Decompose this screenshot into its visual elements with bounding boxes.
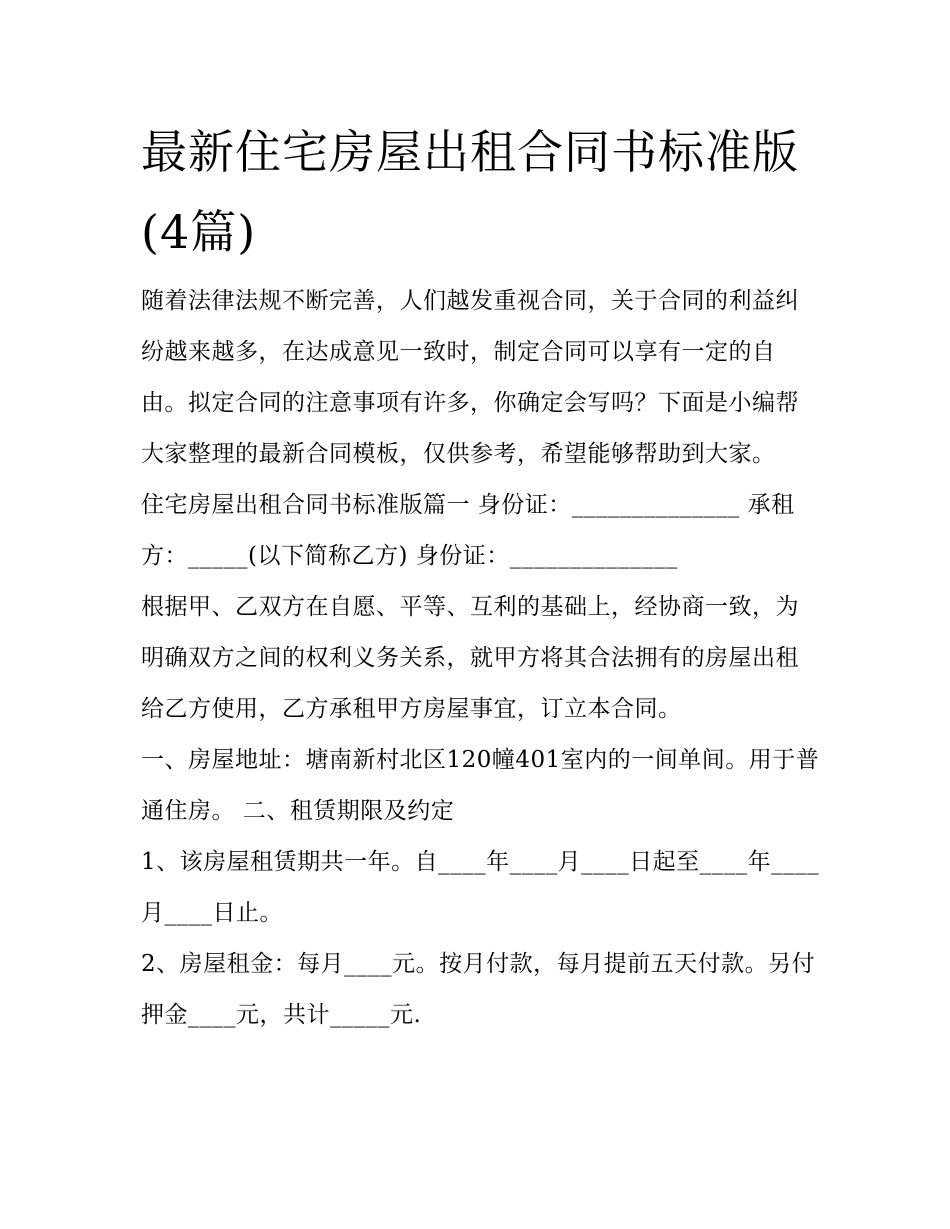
document-body bbox=[141, 276, 821, 1041]
document-title: 最新住宅房屋出租合同书标准版(4篇) bbox=[141, 125, 799, 259]
lease-term-paragraph: 1、该房屋租赁期共一年。自____年____月____日起至____年____月____日止。 bbox=[141, 849, 820, 926]
rent-paragraph: 2、房屋租金：每月____元。按月付款，每月提前五天付款。另付押金____元，共计_____元. bbox=[141, 951, 816, 1028]
address-paragraph: 一、房屋地址：塘南新村北区120幢401室内的一间单间。用于普通住房。 二、租赁期限及约定 bbox=[141, 747, 820, 824]
agreement-paragraph: 根据甲、乙双方在自愿、平等、互利的基础上，经协商一致，为明确双方之间的权利义务关系，就甲方将其合法拥有的房屋出租给乙方使用，乙方承租甲方房屋事宜，订立本合同。 bbox=[141, 594, 799, 722]
intro-paragraph: 随着法律法规不断完善，人们越发重视合同，关于合同的利益纠纷越来越多，在达成意见一致时，制定合同可以享有一定的自由。拟定合同的注意事项有许多，你确定会写吗？下面是小编帮大家整理的最新合同模板，仅供参考，希望能够帮助到大家。 bbox=[141, 288, 799, 467]
parties-paragraph: 住宅房屋出租合同书标准版篇一 身份证：______________ 承租方：_____(以下简称乙方) 身份证：______________ bbox=[141, 492, 795, 569]
